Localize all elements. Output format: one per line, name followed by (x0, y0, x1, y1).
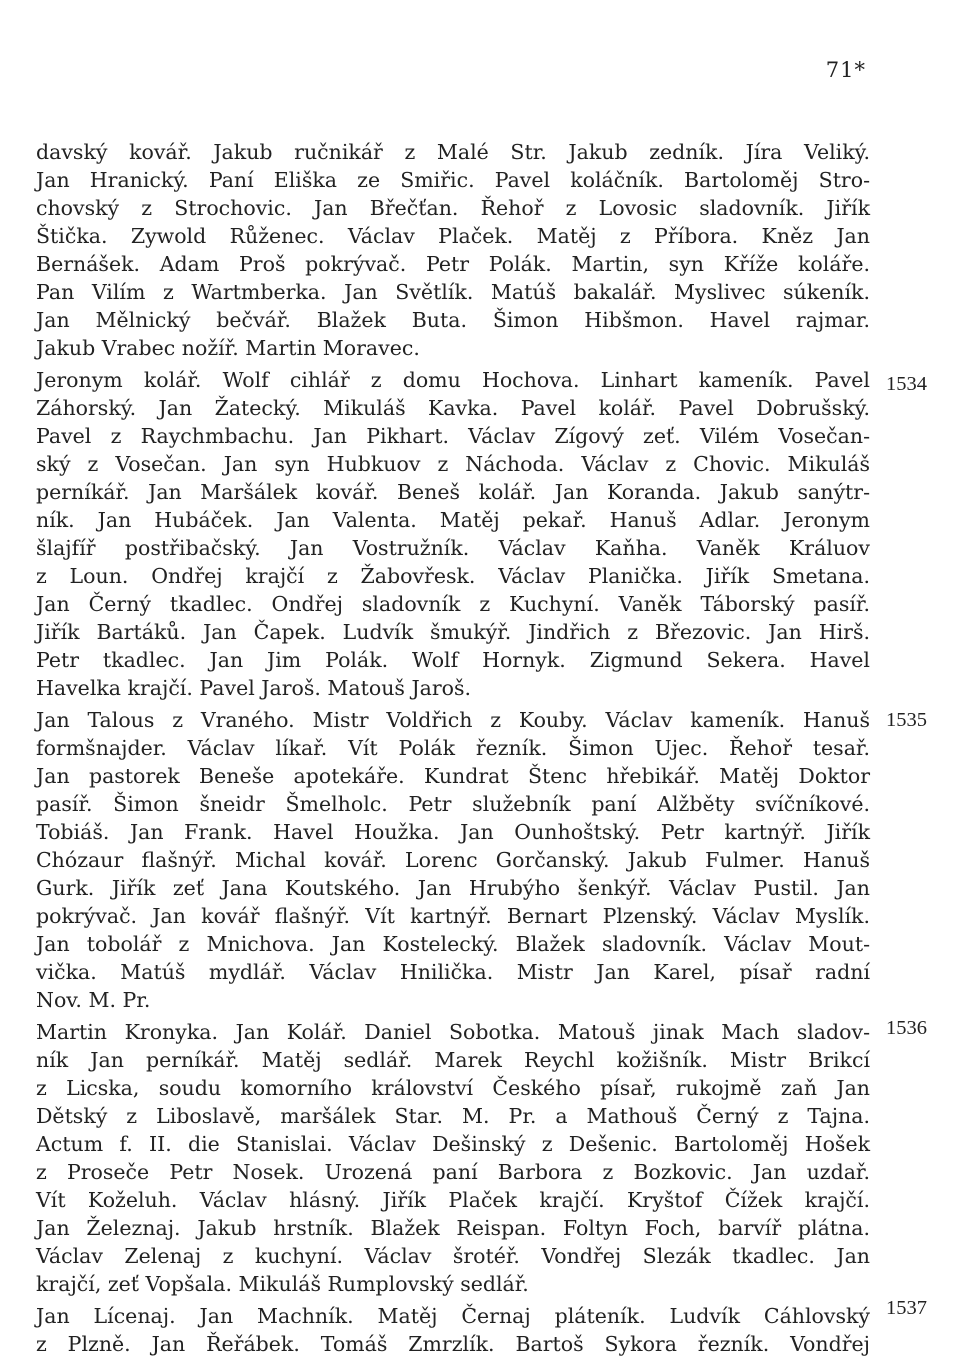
text-line: Václav Zelenaj z kuchyní. Václav šrotéř. Vondřej Slezák tkadlec. Jan (36, 1244, 870, 1268)
text-line: Gurk. Jiřík zeť Jana Koutského. Jan Hrubýho šenkýř. Václav Pustil. Jan (36, 876, 870, 900)
text-line: Jan Lícenaj. Jan Machník. Matěj Černaj pláteník. Ludvík Cáhlovský (36, 1304, 870, 1328)
year-marker: 1534 (886, 373, 927, 395)
text-line: Petr tkadlec. Jan Jim Polák. Wolf Hornyk. Zigmund Sekera. Havel (36, 648, 870, 672)
text-line: pasíř. Šimon šneidr Šmelholc. Petr služebník paní Alžběty svíčníkové. (36, 792, 870, 816)
text-line: chovský z Strochovic. Jan Břečťan. Řehoř z Lovosic sladovník. Jiřík (36, 196, 870, 220)
year-marker: 1536 (886, 1017, 927, 1039)
text-line: z Licska, soudu komorního království Českého písař, rukojmě zaň Jan (36, 1076, 870, 1100)
text-line: pokrývač. Jan kovář flašnýř. Vít kartnýř. Bernart Plzenský. Václav Myslík. (36, 904, 870, 928)
text-line: Jan Hranický. Paní Eliška ze Smiřic. Pavel koláčník. Bartoloměj Stro- (36, 168, 870, 192)
text-line: Jan Talous z Vraného. Mistr Voldřich z Kouby. Václav kameník. Hanuš (36, 708, 870, 732)
text-line: vička. Matúš mydlář. Václav Hnilička. Mistr Jan Karel, písař radní (36, 960, 870, 984)
page-number: 71* (825, 58, 866, 82)
text-line: Vít Koželuh. Václav hlásný. Jiřík Plaček krajčí. Kryštof Čížek krajčí. (36, 1188, 870, 1212)
text-line: Štička. Zywold Růženec. Václav Plaček. Matěj z Příbora. Kněz Jan (36, 224, 870, 248)
text-line: Pan Vilím z Wartmberka. Jan Světlík. Matúš bakalář. Myslivec súkeník. (36, 280, 870, 304)
text-line: perníkář. Jan Maršálek kovář. Beneš kolář. Jan Koranda. Jakub sanýtr- (36, 480, 870, 504)
text-line: Tobiáš. Jan Frank. Havel Houžka. Jan Ounhoštský. Petr kartnýř. Jiřík (36, 820, 870, 844)
text-line: z Proseče Petr Nosek. Urozená paní Barbora z Bozkovic. Jan uzdař. (36, 1160, 870, 1184)
text-line: Havelka krajčí. Pavel Jaroš. Matouš Jaroš. (36, 676, 472, 700)
text-line: z Plzně. Jan Řeřábek. Tomáš Zmrzlík. Bartoš Sykora řezník. Vondřej (36, 1332, 870, 1356)
text-line: Jan Černý tkadlec. Ondřej sladovník z Kuchyní. Vaněk Táborský pasíř. (36, 592, 870, 616)
text-line: ník. Jan Hubáček. Jan Valenta. Matěj pekař. Hanuš Adlar. Jeronym (36, 508, 870, 532)
text-line: Martin Kronyka. Jan Kolář. Daniel Sobotka. Matouš jinak Mach sladov- (36, 1020, 870, 1044)
text-line: krajčí, zeť Vopšala. Mikuláš Rumplovský sedlář. (36, 1272, 529, 1296)
year-marker: 1535 (886, 709, 927, 731)
text-line: Jan Železnaj. Jakub hrstník. Blažek Reispan. Foltyn Foch, barvíř plátna. (36, 1216, 870, 1240)
text-line: Jan tobolář z Mnichova. Jan Kostelecký. Blažek sladovník. Václav Mout- (36, 932, 870, 956)
text-line: formšnajder. Václav líkař. Vít Polák řezník. Šimon Ujec. Řehoř tesař. (36, 736, 870, 760)
text-line: Jiřík Bartáků. Jan Čapek. Ludvík šmukýř. Jindřich z Březovic. Jan Hirš. (36, 620, 870, 644)
text-line: Chózaur flašnýř. Michal kovář. Lorenc Gorčanský. Jakub Fulmer. Hanuš (36, 848, 870, 872)
text-line: Bernášek. Adam Proš pokrývač. Petr Polák. Martin, syn Kříže koláře. (36, 252, 870, 276)
body-text (36, 138, 870, 1358)
text-line: Nov. M. Pr. (36, 988, 151, 1012)
text-line: Actum f. II. die Stanislai. Václav Dešinský z Dešenic. Bartoloměj Hošek (36, 1132, 870, 1156)
text-line: Záhorský. Jan Žatecký. Mikuláš Kavka. Pavel kolář. Pavel Dobrušský. (36, 396, 870, 420)
text-line: Jakub Vrabec nožíř. Martin Moravec. (36, 336, 420, 360)
text-line: šlajfíř postřibačský. Jan Vostružník. Václav Kaňha. Vaněk Králuov (36, 536, 870, 560)
text-line: ský z Vosečan. Jan syn Hubkuov z Náchoda. Václav z Chovic. Mikuláš (36, 452, 870, 476)
text-line: ník Jan perníkář. Matěj sedlář. Marek Reychl kožišník. Mistr Brikcí (36, 1048, 870, 1072)
text-line: Jan pastorek Beneše apotekáře. Kundrat Štenc hřebikář. Matěj Doktor (36, 764, 870, 788)
year-marker: 1537 (886, 1297, 927, 1319)
text-line: Jan Mělnický bečvář. Blažek Buta. Šimon Hibšmon. Havel rajmar. (36, 308, 870, 332)
text-line: Dětský z Liboslavě, maršálek Star. M. Pr. a Mathouš Černý z Tajna. (36, 1104, 870, 1128)
text-line: z Loun. Ondřej krajčí z Žabovřesk. Václav Planička. Jiřík Smetana. (36, 564, 870, 588)
text-line: davský kovář. Jakub ručnikář z Malé Str. Jakub zedník. Jíra Veliký. (36, 140, 870, 164)
text-line: Jeronym kolář. Wolf cihlář z domu Hochova. Linhart kameník. Pavel (36, 368, 870, 392)
text-line: Pavel z Raychmbachu. Jan Pikhart. Václav Zígový zeť. Vilém Vosečan- (36, 424, 870, 448)
